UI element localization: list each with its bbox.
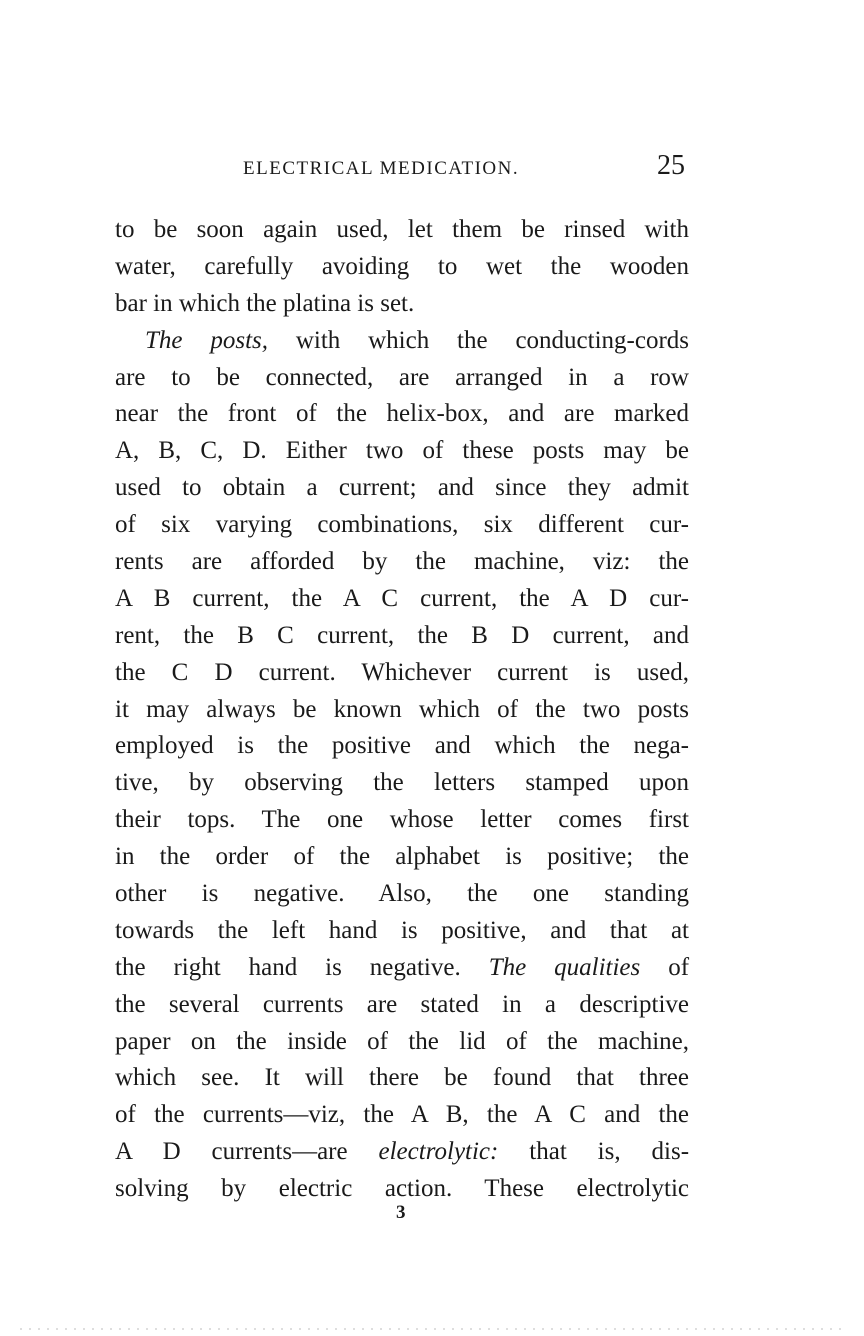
text-line: bar in which the platina is set. [115, 289, 415, 317]
body-text [115, 212, 689, 1208]
text-line: near the front of the helix-box, and are marked [115, 400, 689, 428]
text-line: the several currents are stated in a descriptive [115, 990, 689, 1018]
italic-term: The posts, [145, 326, 268, 354]
text-line: tive, by observing the letters stamped upon [115, 769, 689, 797]
text-line: are to be connected, are arranged in a row [115, 363, 689, 391]
text-line: water, carefully avoiding to wet the wooden [115, 252, 689, 280]
text-line: other is negative. Also, the one standing [115, 880, 689, 908]
text-line: which see. It will there be found that three [115, 1064, 689, 1092]
text-segment: A D currents—are [115, 1138, 348, 1166]
text-line: in the order of the alphabet is positive; the [115, 843, 689, 871]
text-line: A, B, C, D. Either two of these posts may be [115, 437, 689, 465]
text-line: the C D current. Whichever current is used, [115, 658, 689, 686]
page-number: 25 [657, 150, 685, 181]
italic-term: The qualities [488, 953, 641, 981]
text-segment: of [668, 953, 690, 981]
text-line: solving by electric action. These electrolytic [115, 1175, 689, 1203]
italic-term: electrolytic: [378, 1138, 499, 1166]
text-line: rent, the B C current, the B D current, and [115, 621, 689, 649]
text-line [115, 323, 689, 360]
text-line: rents are afforded by the machine, viz: the [115, 548, 689, 576]
text-line: it may always be known which of the two posts [115, 695, 689, 723]
text-line: their tops. The one whose letter comes first [115, 806, 689, 834]
text-line [115, 1134, 689, 1171]
text-segment: the right hand is negative. [115, 953, 461, 981]
text-segment: that is, dis- [529, 1138, 690, 1166]
text-line: to be soon again used, let them be rinsed with [115, 216, 689, 243]
scan-edge-noise [20, 1328, 844, 1330]
text-line: A B current, the A C current, the A D cur- [115, 584, 689, 612]
text-line: of the currents—viz, the A B, the A C and the [115, 1101, 689, 1129]
text-line: of six varying combinations, six different cur- [115, 511, 689, 539]
text-line [115, 950, 689, 987]
text-segment: with which the conducting-cords [295, 326, 689, 354]
text-line: towards the left hand is positive, and that at [115, 916, 689, 944]
signature-mark: 3 [396, 1202, 406, 1223]
running-head [115, 150, 695, 190]
text-line: employed is the positive and which the nega- [115, 732, 689, 760]
text-line: used to obtain a current; and since they admit [115, 474, 689, 502]
text-line: paper on the inside of the lid of the machine, [115, 1027, 689, 1055]
running-title: ELECTRICAL MEDICATION. [243, 158, 520, 179]
